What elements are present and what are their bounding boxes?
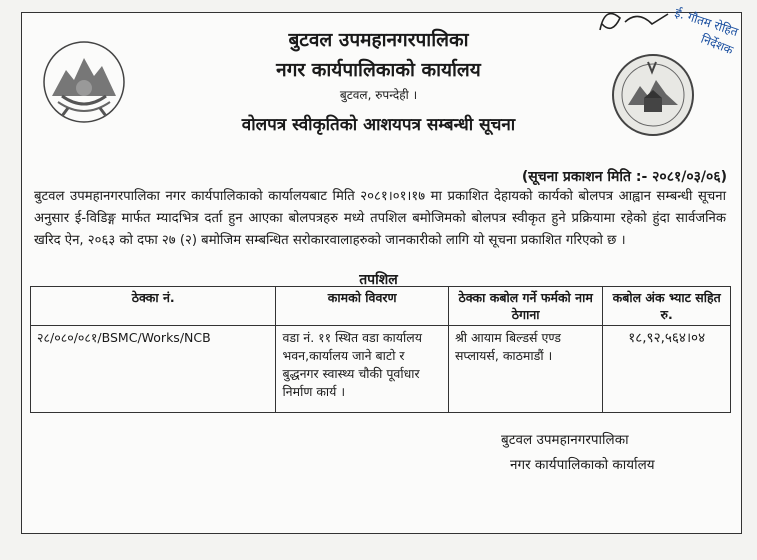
footer-office-line2: नगर कार्यपालिकाको कार्यालय: [510, 457, 655, 473]
cell-contract-no: २८/०८०/०८१/BSMC/Works/NCB: [31, 326, 276, 413]
table-header-row: [31, 287, 731, 326]
cell-firm: श्री आयाम बिल्डर्स एण्ड सप्लायर्स, काठमाडौं ।: [448, 326, 602, 413]
table-row: [31, 326, 731, 413]
publication-date: (सूचना प्रकाशन मिति :- २०८१/०३/०६): [521, 169, 727, 185]
footer-office-line1: बुटवल उपमहानगरपालिका: [501, 432, 629, 448]
svg-text:ई. गौतम रोहित: ई. गौतम रोहित: [673, 5, 740, 40]
office-name-line2: नगर कार्यपालिकाको कार्यालय: [276, 59, 481, 81]
office-address: बुटवल, रुपन्देही ।: [339, 88, 418, 102]
header-description: कामको विवरण: [276, 287, 449, 326]
table-caption: तपशिल: [359, 272, 398, 288]
office-name-line1: बुटवल उपमहानगरपालिका: [288, 29, 469, 51]
header-amount: कबोल अंक भ्याट सहित रु.: [603, 287, 731, 326]
notice-body: बुटवल उपमहानगरपालिका नगर कार्यपालिकाको कार्यालयबाट मिति २०८१।०१।१७ मा प्रकाशित देहायको कार्यको बोलपत्र आह्वान सम्बन्धी सूचना अनुसार ई-विडिङ्ग मार्फत म्यादभित्र दर्ता हुन आएका बोलपत्रहरु मध्ये तपशिल बमोजिमको बोलपत्र स्वीकृत हुने प्रक्रियामा रहेको हुंदा सार्वजनिक खरिद ऐन, २०६३ को दफा २७ (२) बमोजिम सम्बन्धित सरोकारवालाहरुको जानकारीको लागि यो सूचना प्रकाशित गरिएको छ ।: [34, 189, 726, 248]
header-firm: ठेक्का कबोल गर्ने फर्मको नाम ठेगाना: [448, 287, 602, 326]
contract-table: [30, 286, 731, 413]
cell-description: वडा नं. ११ स्थित वडा कार्यालय भवन,कार्यालय जाने बाटो र बुद्धनगर स्वास्थ्य चौकी पूर्वाधार निर्माण कार्य ।: [276, 326, 449, 413]
svg-text:निर्देशक: निर्देशक: [698, 31, 736, 58]
cell-amount: १८,९२,५६४।०४: [603, 326, 731, 413]
header-contract-no: ठेक्का नं.: [31, 287, 276, 326]
notice-title: वोलपत्र स्वीकृतिको आशयपत्र सम्बन्धी सूचना: [241, 115, 516, 135]
